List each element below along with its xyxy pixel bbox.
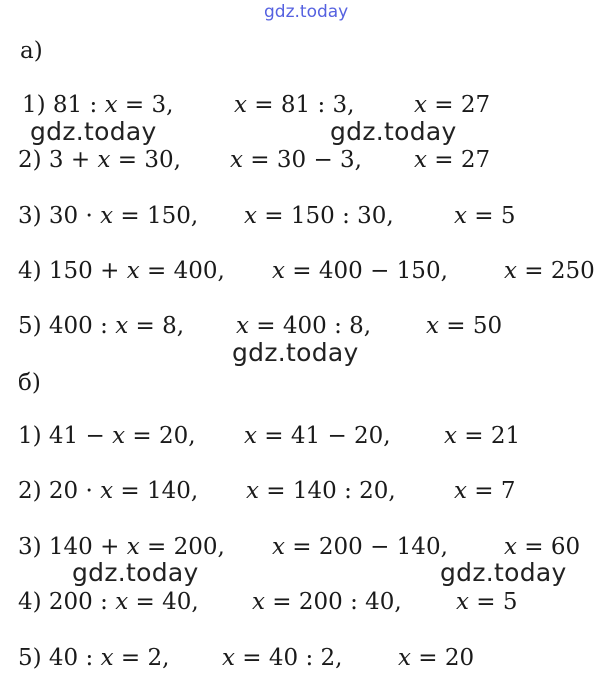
answer: x = 50 xyxy=(426,313,503,339)
solution-step: x = 400 : 8, xyxy=(236,313,372,339)
answer: x = 20 xyxy=(398,645,475,671)
answer: x = 60 xyxy=(504,534,581,560)
watermark-top: gdz.today xyxy=(264,2,349,22)
answer: x = 7 xyxy=(454,478,516,504)
watermark: gdz.today xyxy=(232,338,359,367)
equation: 1) 41 − x = 20, xyxy=(18,423,196,449)
answer: x = 5 xyxy=(456,589,518,615)
answer: x = 250 xyxy=(504,258,595,284)
equation: 2) 3 + x = 30, xyxy=(18,147,181,173)
solution-step: x = 150 : 30, xyxy=(244,203,394,229)
solution-step: x = 40 : 2, xyxy=(222,645,343,671)
equation: 2) 20 · x = 140, xyxy=(18,478,199,504)
answer: x = 5 xyxy=(454,203,516,229)
solution-step: x = 30 − 3, xyxy=(230,147,362,173)
equation: 1) 81 : x = 3, xyxy=(22,92,174,118)
answer: x = 21 xyxy=(444,423,521,449)
solution-step: x = 200 : 40, xyxy=(252,589,402,615)
watermark: gdz.today xyxy=(440,558,567,587)
section-a-label: а) xyxy=(20,38,43,64)
solution-step: x = 400 − 150, xyxy=(272,258,448,284)
equation: 5) 40 : x = 2, xyxy=(18,645,170,671)
solution-step: x = 200 − 140, xyxy=(272,534,448,560)
answer: x = 27 xyxy=(414,147,491,173)
watermark: gdz.today xyxy=(30,117,157,146)
section-b-label: б) xyxy=(18,370,41,396)
watermark: gdz.today xyxy=(330,117,457,146)
equation: 4) 200 : x = 40, xyxy=(18,589,199,615)
equation: 3) 140 + x = 200, xyxy=(18,534,225,560)
answer: x = 27 xyxy=(414,92,491,118)
equation: 4) 150 + x = 400, xyxy=(18,258,225,284)
equation: 3) 30 · x = 150, xyxy=(18,203,199,229)
equation: 5) 400 : x = 8, xyxy=(18,313,185,339)
solution-step: x = 81 : 3, xyxy=(234,92,355,118)
solution-step: x = 41 − 20, xyxy=(244,423,391,449)
solution-step: x = 140 : 20, xyxy=(246,478,396,504)
watermark: gdz.today xyxy=(72,558,199,587)
